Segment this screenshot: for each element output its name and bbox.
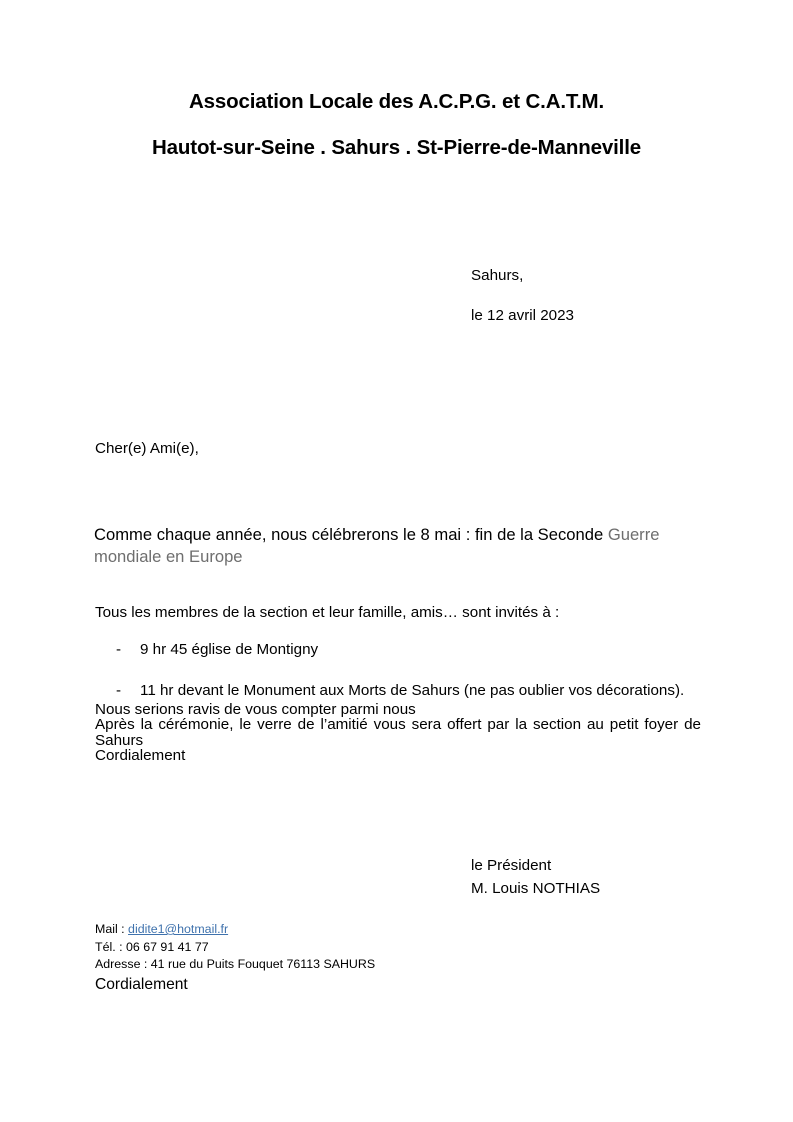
signature-title: le Président bbox=[471, 857, 552, 874]
footer-mail-label: Mail : bbox=[95, 922, 129, 936]
body-paragraph-4: Cordialement bbox=[95, 746, 186, 764]
letter-place: Sahurs, bbox=[471, 267, 524, 284]
final-closing: Cordialement bbox=[95, 976, 188, 993]
invitation-list bbox=[95, 638, 701, 702]
lead-paragraph-grey: Guerre mondiale en Europe bbox=[94, 525, 660, 566]
list-item bbox=[95, 638, 701, 661]
list-dash-marker: - bbox=[116, 641, 122, 659]
list-item-text: 11 hr devant le Monument aux Morts de Sahurs (ne pas oublier vos décorations). bbox=[140, 682, 685, 700]
list-item-text: 9 hr 45 église de Montigny bbox=[140, 641, 319, 659]
footer-phone: Tél. : 06 67 91 41 77 bbox=[95, 939, 209, 954]
lead-paragraph bbox=[94, 524, 704, 568]
letterhead-line-1: Association Locale des A.C.P.G. et C.A.T.M. bbox=[188, 90, 605, 113]
letterhead-line-2: Hautot-sur-Seine . Sahurs . St-Pierre-de-Manneville bbox=[151, 135, 641, 159]
footer-address: Adresse : 41 rue du Puits Fouquet 76113 SAHURS bbox=[95, 957, 376, 971]
salutation: Cher(e) Ami(e), bbox=[95, 440, 199, 457]
letter-date: le 12 avril 2023 bbox=[471, 307, 575, 325]
signature-name: M. Louis NOTHIAS bbox=[471, 880, 601, 897]
body-intro: Tous les membres de la section et leur famille, amis… sont invités à : bbox=[95, 604, 560, 621]
letterhead bbox=[0, 92, 793, 158]
footer-mail-line bbox=[95, 921, 375, 939]
date-block bbox=[471, 268, 574, 323]
email-link[interactable]: didite1@hotmail.fr bbox=[128, 922, 229, 936]
letter-body bbox=[95, 605, 701, 763]
body-paragraph-2: Nous serions ravis de vous compter parmi nous bbox=[95, 701, 416, 719]
list-item bbox=[95, 679, 701, 702]
signature-block bbox=[471, 854, 600, 900]
list-dash-marker: - bbox=[116, 682, 122, 700]
contact-footer bbox=[95, 921, 375, 974]
lead-paragraph-black: Comme chaque année, nous célébrerons le 8 mai : fin de la Seconde bbox=[94, 525, 608, 544]
body-paragraph-3: Après la cérémonie, le verre de l’amitié vous sera offert par la section au petit foyer de Sahurs bbox=[95, 716, 701, 749]
